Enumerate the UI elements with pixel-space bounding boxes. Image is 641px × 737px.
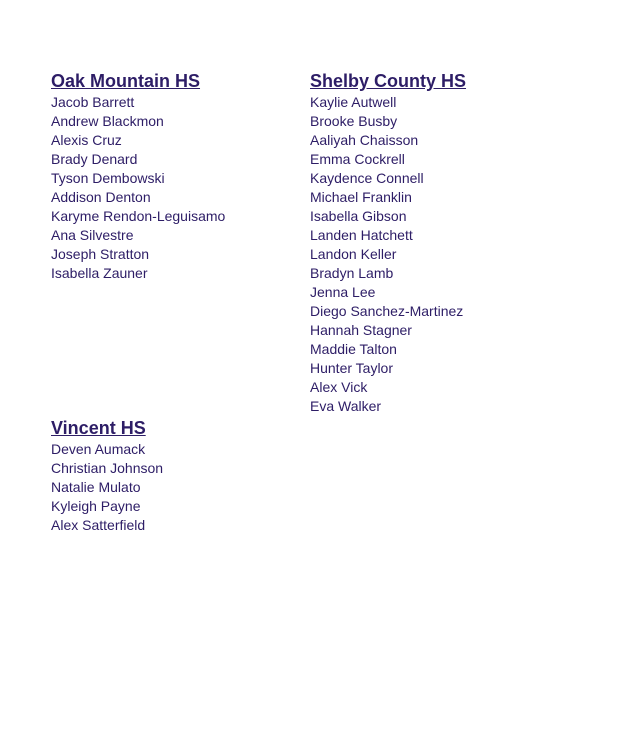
student-name: Eva Walker bbox=[310, 398, 382, 414]
student-name: Christian Johnson bbox=[51, 460, 164, 476]
school-section-vincent bbox=[51, 417, 301, 535]
student-name: Bradyn Lamb bbox=[310, 265, 394, 281]
student-name: Jacob Barrett bbox=[51, 94, 135, 110]
student-name: Emma Cockrell bbox=[310, 151, 405, 167]
student-name: Landon Keller bbox=[310, 246, 397, 262]
student-name: Ana Silvestre bbox=[51, 227, 134, 243]
student-name: Landen Hatchett bbox=[310, 227, 413, 243]
school-heading-oak-mountain: Oak Mountain HS bbox=[51, 71, 201, 91]
student-list-shelby-county bbox=[310, 93, 610, 416]
student-name: Brady Denard bbox=[51, 151, 138, 167]
student-name: Kaydence Connell bbox=[310, 170, 424, 186]
student-name: Karyme Rendon-Leguisamo bbox=[51, 208, 226, 224]
student-name: Addison Denton bbox=[51, 189, 151, 205]
student-name: Brooke Busby bbox=[310, 113, 398, 129]
student-name: Tyson Dembowski bbox=[51, 170, 165, 186]
school-section-shelby-county bbox=[310, 70, 610, 416]
student-name: Hunter Taylor bbox=[310, 360, 394, 376]
student-name: Andrew Blackmon bbox=[51, 113, 164, 129]
student-name: Hannah Stagner bbox=[310, 322, 412, 338]
student-name: Isabella Gibson bbox=[310, 208, 407, 224]
school-heading-shelby-county: Shelby County HS bbox=[310, 71, 467, 91]
student-name: Kyleigh Payne bbox=[51, 498, 141, 514]
student-name: Diego Sanchez-Martinez bbox=[310, 303, 464, 319]
school-heading-vincent: Vincent HS bbox=[51, 418, 146, 438]
student-name: Joseph Stratton bbox=[51, 246, 150, 262]
school-section-oak-mountain bbox=[51, 70, 301, 283]
student-name: Alex Satterfield bbox=[51, 517, 146, 533]
student-name: Deven Aumack bbox=[51, 441, 146, 457]
student-list-vincent bbox=[51, 440, 301, 535]
student-name: Maddie Talton bbox=[310, 341, 397, 357]
student-name: Natalie Mulato bbox=[51, 479, 141, 495]
student-name: Jenna Lee bbox=[310, 284, 376, 300]
student-name: Alexis Cruz bbox=[51, 132, 122, 148]
student-name: Isabella Zauner bbox=[51, 265, 148, 281]
student-name: Michael Franklin bbox=[310, 189, 412, 205]
student-list-oak-mountain bbox=[51, 93, 301, 283]
student-name: Aaliyah Chaisson bbox=[310, 132, 419, 148]
student-name: Alex Vick bbox=[310, 379, 368, 395]
student-name: Kaylie Autwell bbox=[310, 94, 397, 110]
